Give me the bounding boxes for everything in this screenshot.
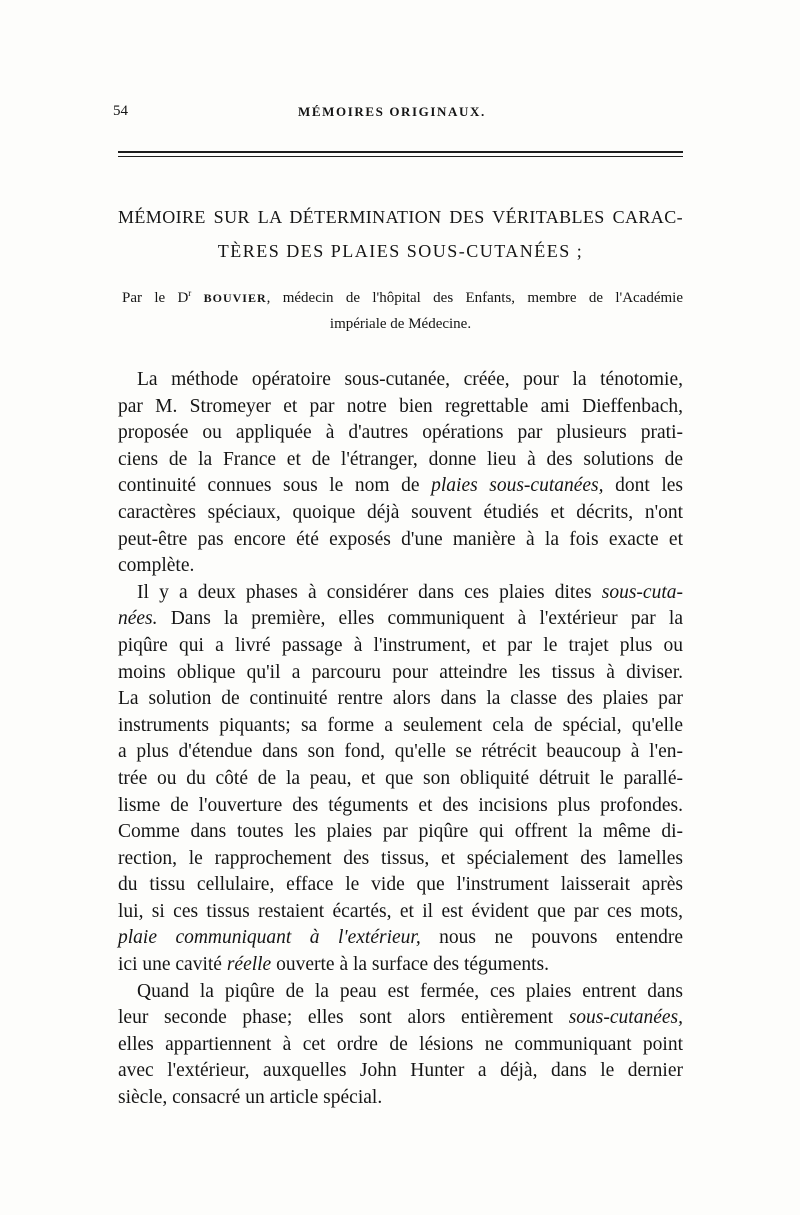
paragraph — [118, 580, 683, 979]
text-segment: du tissu cellulaire, efface le vide que l'instrument laisserait après — [118, 874, 683, 896]
text-line — [118, 553, 683, 580]
byline-line-1 — [122, 288, 683, 308]
text-segment: Quand la piqûre de la peau est fermée, ces plaies entrent dans — [137, 980, 683, 1002]
article-title-line-1: MÉMOIRE SUR LA DÉTERMINATION DES VÉRITABLES CARAC- — [118, 207, 683, 227]
text-segment: siècle, consacré un article spécial. — [118, 1087, 383, 1109]
text-segment: ciens de la France et de l'étranger, donne lieu à des solutions de — [118, 448, 683, 470]
text-line — [118, 606, 683, 633]
text-segment: par M. Stromeyer et par notre bien regrettable ami Dieffenbach, — [118, 395, 683, 417]
byline-affiliation: , médecin de l'hôpital des Enfants, membre de l'Académie — [266, 290, 683, 306]
text-segment: moins oblique qu'il a parcouru pour atteindre les tissus à diviser. — [118, 661, 683, 683]
text-segment: avec l'extérieur, auxquelles John Hunter a déjà, dans le dernier — [118, 1060, 683, 1082]
text-segment: Il y a deux phases à considérer dans ces plaies dites — [137, 581, 602, 603]
text-line — [118, 580, 683, 607]
text-line — [118, 925, 683, 952]
text-segment: nous ne pouvons entendre — [420, 927, 683, 949]
text-segment: piqûre qui a livré passage à l'instrument, et par le trajet plus ou — [118, 634, 683, 656]
article-title-line-2: TÈRES DES PLAIES SOUS-CUTANÉES ; — [217, 241, 584, 261]
text-line — [118, 1032, 683, 1059]
paragraph — [118, 979, 683, 1112]
text-line — [118, 899, 683, 926]
text-segment: peut-être pas encore été exposés d'une manière à la fois exacte et — [118, 528, 683, 550]
byline-line-2: impériale de Médecine. — [329, 316, 472, 332]
text-line — [118, 660, 683, 687]
text-line — [118, 686, 683, 713]
text-segment: caractères spéciaux, quoique déjà souvent étudiés et décrits, n'ont — [118, 501, 683, 523]
paragraph — [118, 367, 683, 580]
text-segment: elles appartiennent à cet ordre de lésions ne communiquant point — [118, 1033, 683, 1055]
text-segment: instruments piquants; sa forme a seulement cela de spécial, qu'elle — [118, 714, 683, 736]
text-line — [118, 766, 683, 793]
text-segment: rection, le rapprochement des tissus, et spécialement des lamelles — [118, 847, 683, 869]
text-line — [118, 1085, 683, 1112]
header-double-rule — [118, 151, 683, 157]
text-line — [118, 846, 683, 873]
text-segment: complète. — [118, 555, 195, 577]
emphasized-text: réelle — [226, 954, 272, 976]
emphasized-text: plaies sous-cutanées, — [431, 475, 604, 497]
text-line — [118, 819, 683, 846]
text-segment: ici une cavité — [118, 954, 227, 976]
text-segment: Comme dans toutes les plaies par piqûre qui offrent la même di- — [118, 821, 683, 843]
running-head: MÉMOIRES ORIGINAUX. — [298, 104, 486, 119]
byline-prefix: Par le D — [122, 290, 189, 306]
emphasized-text: nées. — [118, 608, 158, 630]
text-line — [118, 633, 683, 660]
text-segment: lisme de l'ouverture des téguments et des incisions plus profondes. — [118, 794, 683, 816]
text-line — [118, 739, 683, 766]
text-segment: Dans la première, elles communiquent à l'extérieur par la — [157, 608, 683, 630]
text-segment: leur seconde phase; elles sont alors entièrement — [118, 1007, 569, 1029]
text-line — [118, 527, 683, 554]
text-line — [118, 367, 683, 394]
byline-author: BOUVIER — [203, 291, 267, 305]
text-line — [118, 1058, 683, 1085]
emphasized-text: plaie communiquant à l'extérieur, — [118, 927, 421, 949]
text-segment: La méthode opératoire sous-cutanée, créée, pour la ténotomie, — [137, 369, 683, 390]
text-segment: a plus d'étendue dans son fond, qu'elle se rétrécit beaucoup à l'en- — [118, 741, 683, 763]
text-line — [118, 394, 683, 421]
text-segment: ouverte à la surface des téguments. — [271, 954, 549, 976]
emphasized-text: sous-cuta- — [601, 581, 683, 603]
emphasized-text: sous-cutanées, — [568, 1007, 683, 1029]
text-segment: proposée ou appliquée à d'autres opérations par plusieurs prati- — [118, 422, 683, 444]
text-segment: lui, si ces tissus restaient écartés, et il est évident que par ces mots, — [118, 900, 683, 922]
text-segment: La solution de continuité rentre alors dans la classe des plaies par — [118, 688, 683, 710]
text-line — [118, 979, 683, 1006]
text-line — [118, 1005, 683, 1032]
text-line — [118, 793, 683, 820]
text-line — [118, 872, 683, 899]
page-number: 54 — [113, 103, 128, 119]
text-line — [118, 500, 683, 527]
text-line — [118, 713, 683, 740]
text-line — [118, 447, 683, 474]
text-segment: dont les — [603, 475, 683, 497]
byline-title-superscript: r — [188, 288, 192, 298]
article-body — [118, 367, 683, 1112]
text-segment: continuité connues sous le nom de — [118, 475, 432, 497]
text-segment: trée ou du côté de la peau, et que son obliquité détruit le parallé- — [118, 767, 683, 789]
text-line — [118, 952, 683, 979]
text-line — [118, 420, 683, 447]
text-line — [118, 473, 683, 500]
